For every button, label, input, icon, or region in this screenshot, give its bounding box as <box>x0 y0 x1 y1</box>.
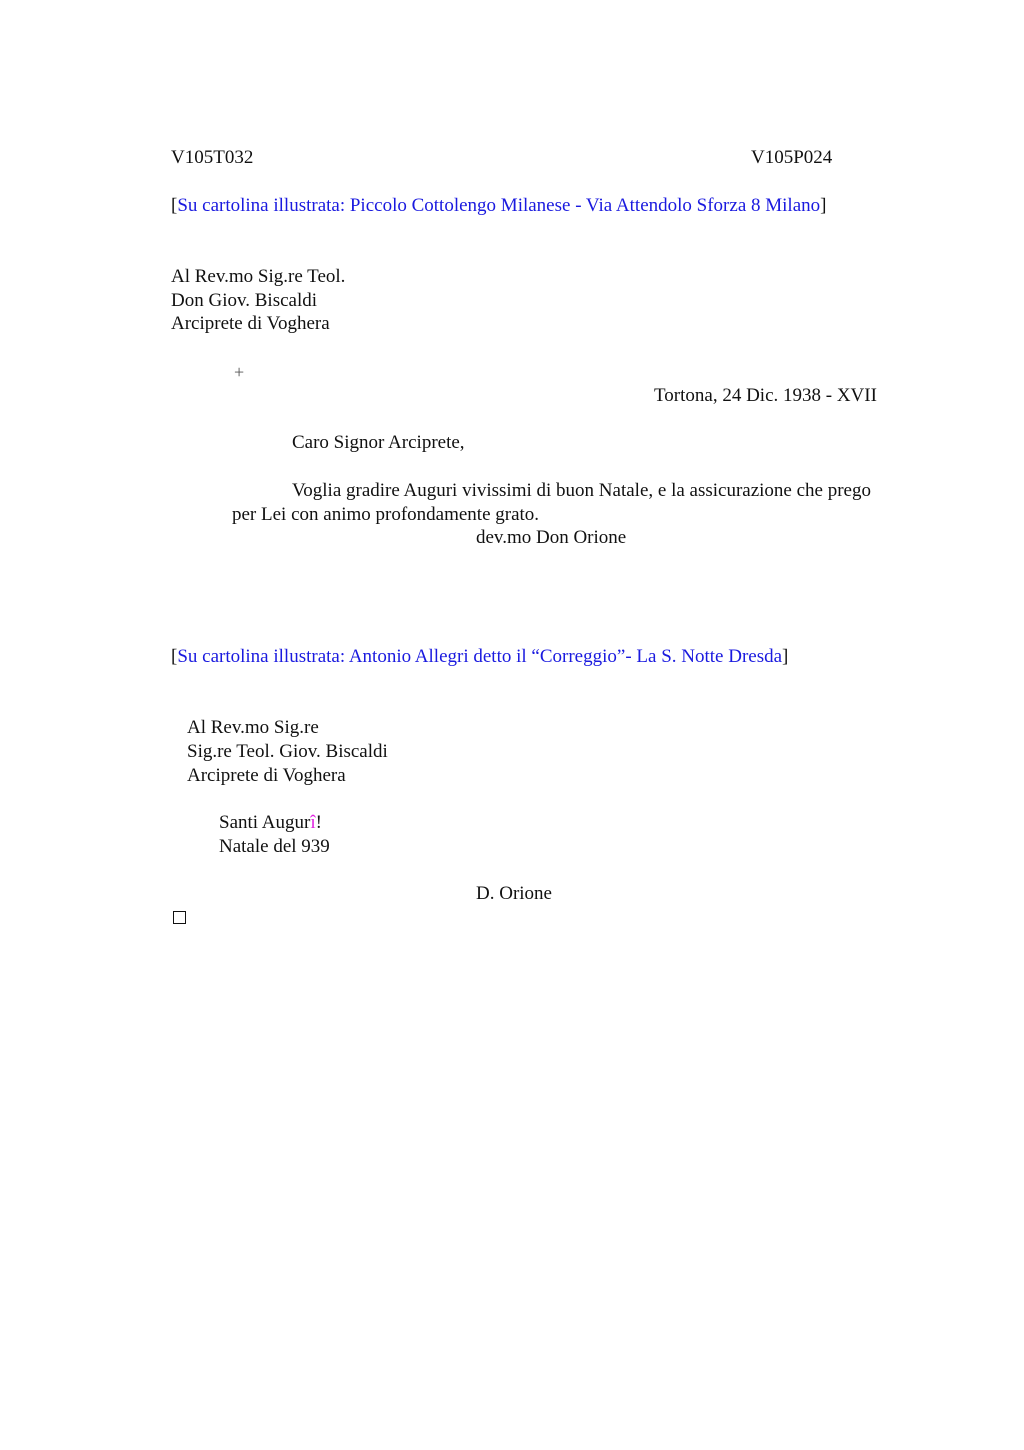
greeting-text: Santi Augur <box>219 812 311 833</box>
caption-bracket-open: [ <box>171 646 178 667</box>
card1-caption <box>171 194 826 218</box>
card1-body-line: per Lei con animo profondamente grato. <box>232 504 540 525</box>
card2-address-line: Sig.re Teol. Giov. Biscaldi <box>187 741 388 762</box>
card1-address-line: Arciprete di Voghera <box>171 313 330 334</box>
card1-body-line: Voglia gradire Auguri vivissimi di buon Natale, e la assicurazione che prego <box>292 480 871 501</box>
document-code-right: V105P024 <box>751 147 833 168</box>
card2-signature: D. Orione <box>476 883 552 904</box>
card2-address-line: Arciprete di Voghera <box>187 765 346 786</box>
caption-bracket-close: ] <box>820 195 827 216</box>
document-code-left: V105T032 <box>171 147 254 168</box>
card1-signature: dev.mo Don Orione <box>476 527 627 548</box>
card2-address-line: Al Rev.mo Sig.re <box>187 717 319 738</box>
card2-caption-text: Su cartolina illustrata: Antonio Allegri detto il “Correggio”- La S. Notte Dresda <box>177 646 783 667</box>
card1-salutation: Caro Signor Arciprete, <box>292 432 465 453</box>
cross-symbol: + <box>234 362 245 382</box>
caption-bracket-open: [ <box>171 195 178 216</box>
card1-address-line: Don Giov. Biscaldi <box>171 290 318 311</box>
caption-bracket-close: ] <box>782 646 789 667</box>
greeting-exclamation: ! <box>315 812 322 833</box>
greeting-accent-char: î <box>310 812 316 833</box>
square-box-icon <box>173 911 186 924</box>
card2-greeting <box>219 811 322 835</box>
card1-place-date: Tortona, 24 Dic. 1938 - XVII <box>654 385 877 406</box>
card1-caption-text: Su cartolina illustrata: Piccolo Cottolengo Milanese - Via Attendolo Sforza 8 Milano <box>177 195 821 216</box>
card2-caption <box>171 645 788 669</box>
card1-address-line: Al Rev.mo Sig.re Teol. <box>171 266 346 287</box>
card2-date-line: Natale del 939 <box>219 836 330 857</box>
